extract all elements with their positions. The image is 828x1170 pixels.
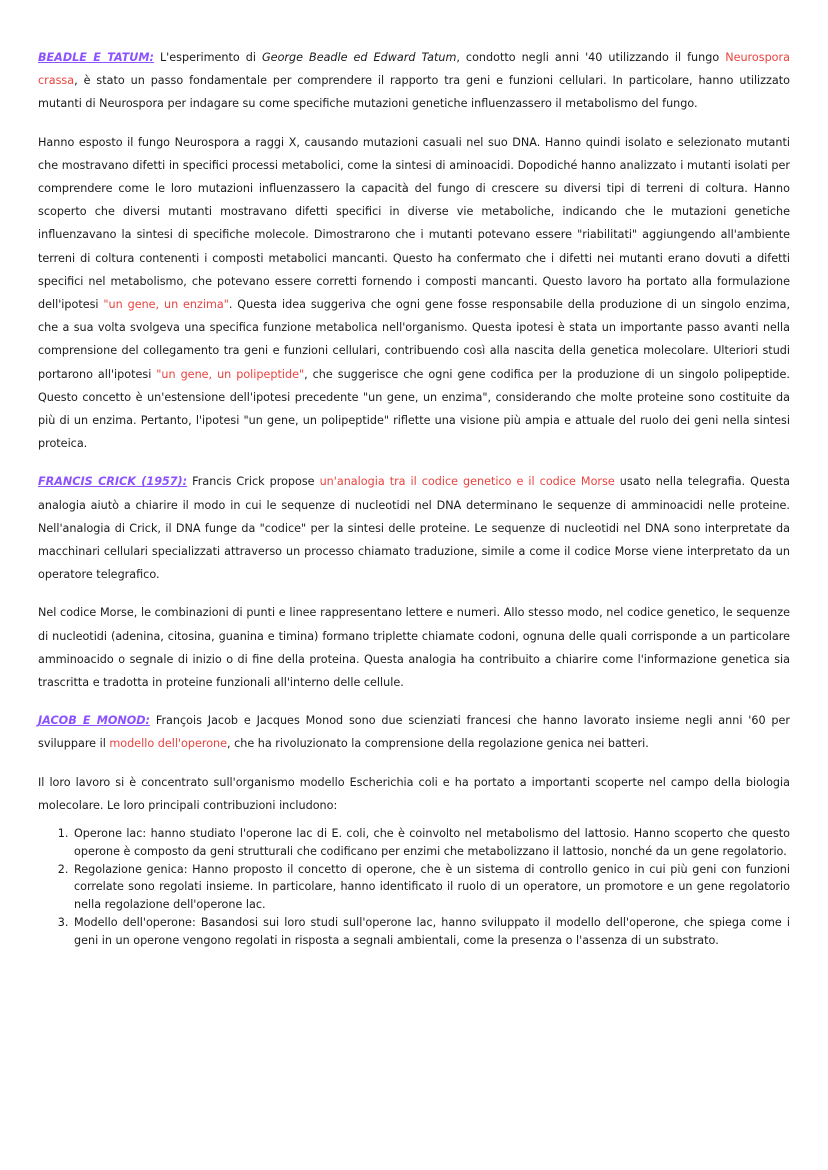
jacob-paragraph-1: JACOB E MONOD: François Jacob e Jacques Monod sono due scienziati francesi che hanno lavorato insieme negli anni '60 per sviluppare il modello dell'operone, che ha rivoluzionato la comprensione della regolazione genica nei batteri.	[38, 714, 791, 751]
list-item: 2. Regolazione genica: Hanno proposto il concetto di operone, che è un sistema di controllo genico in cui più geni con funzioni correlate sono regolati insieme. In particolare, hanno identificato il ruolo di un operatore, un promotore e un gene regolatorio nella regolazione dell'operone lac.	[72, 861, 790, 913]
neurospora-highlight: Neurospora crassa	[38, 51, 790, 88]
beadle-paragraph-2: Hanno esposto il fungo Neurospora a raggi X, causando mutazioni casuali nel suo DNA. Hanno quindi isolato e selezionato mutanti che mostravano difetti in specifici processi metabolici, come la sintesi di aminoacidi. Dopodiché hanno analizzato i mutanti isolati per comprendere come le loro mutazioni influenzassero la capacità del fungo di crescere su diversi tipi di terreni di coltura. Hanno scoperto che diversi mutanti mostravano difetti specifici in diverse vie metaboliche, indicando che le mutazioni genetiche influenzavano la sintesi di specifiche molecole. Dimostrarono che i mutanti potevano essere "riabilitati" aggiungendo all'ambiente terreni di coltura contenenti i composti metabolici mancanti. Questo ha confermato che i difetti nei mutanti erano dovuti a difetti specifici nel metabolismo, che potevano essere corretti fornendo i composti mancanti. Questo lavoro ha portato alla formulazione dell'ipotesi "un gene, un enzima". Questa idea suggeriva che ogni gene fosse responsabile della produzione di un singolo enzima, che a sua volta svolgeva una specifica funzione metabolica nell'organismo. Questa ipotesi è stata un importante passo avanti nella comprensione del collegamento tra geni e funzioni cellulari, contribuendo così alla nascita della genetica molecolare. Ulteriori studi portarono all'ipotesi "un gene, un polipeptide", che suggerisce che ogni gene codifica per la produzione di un singolo polipeptide. Questo concetto è un'estensione dell'ipotesi precedente "un gene, un enzima", considerando che molte proteine sono costituite da più di un enzima. Pertanto, l'ipotesi "un gene, un polipeptide" riflette una visione più ampia e attuale del ruolo dei geni nella sintesi proteica.	[38, 135, 791, 451]
morse-analogy-highlight: un'analogia tra il codice genetico e il codice Morse	[319, 475, 615, 489]
one-gene-one-polypeptide-highlight: "un gene, un polipeptide"	[156, 367, 305, 381]
operon-model-highlight: modello dell'operone	[109, 737, 228, 751]
beadle-tatum-heading: BEADLE E TATUM:	[38, 51, 154, 64]
one-gene-one-enzyme-highlight: "un gene, un enzima"	[103, 298, 229, 312]
jacob-monod-heading: JACOB E MONOD:	[38, 714, 150, 728]
francis-crick-heading: FRANCIS CRICK (1957):	[38, 475, 188, 489]
list-item: 3. Modello dell'operone: Basandosi sui loro studi sull'operone lac, hanno sviluppato il modello dell'operone, che spiega come i geni in un operone vengono regolati in risposta a segnali ambientali, come la presenza o l'assenza di un substrato.	[72, 914, 790, 949]
list-item: 1. Operone lac: hanno studiato l'operone lac di E. coli, che è coinvolto nel metabolismo del lattosio. Hanno scoperto che questo operone è composto da geni strutturali che codificano per enzimi che metabolizzano il lattosio, nonché da un gene regolatorio.	[72, 825, 790, 860]
beadle-paragraph-1: BEADLE E TATUM: L'esperimento di George Beadle ed Edward Tatum, condotto negli anni '40 utilizzando il fungo Neurospora crassa, è stato un passo fondamentale per comprendere il rapporto tra geni e funzioni cellulari. In particolare, hanno utilizzato mutanti di Neurospora per indagare su come specifiche mutazioni genetiche influenzassero il metabolismo del fungo.	[38, 51, 790, 111]
contributions-list	[38, 825, 790, 949]
crick-paragraph-2: Nel codice Morse, le combinazioni di punti e linee rappresentano lettere e numeri. Allo stesso modo, nel codice genetico, le sequenze di nucleotidi (adenina, citosina, guanina e timina) formano triplette chiamate codoni, ognuna delle quali corrisponde a un particolare amminoacido o segnale di inizio o di fine della proteina. Questa analogia ha contribuito a chiarire come l'informazione genetica sia trascritta e tradotta in proteine funzionali all'interno delle cellule.	[38, 606, 790, 690]
crick-paragraph-1: FRANCIS CRICK (1957): Francis Crick propose un'analogia tra il codice genetico e il codice Morse usato nella telegrafia. Questa analogia aiutò a chiarire il modo in cui le sequenze di nucleotidi nel DNA determinano le sequenze di amminoacidi nelle proteine. Nell'analogia di Crick, il DNA funge da "codice" per la sintesi delle proteine. Le sequenze di nucleotidi nel DNA sono interpretate da macchinari cellulari specializzati attraverso un processo chiamato traduzione, simile a come il codice Morse viene interpretato da un operatore telegrafico.	[38, 475, 791, 582]
jacob-paragraph-2: Il loro lavoro si è concentrato sull'organismo modello Escherichia coli e ha portato a importanti scoperte nel campo della biologia molecolare. Le loro principali contribuzioni includono:	[38, 775, 790, 812]
scientist-names: George Beadle ed Edward Tatum	[262, 51, 457, 64]
